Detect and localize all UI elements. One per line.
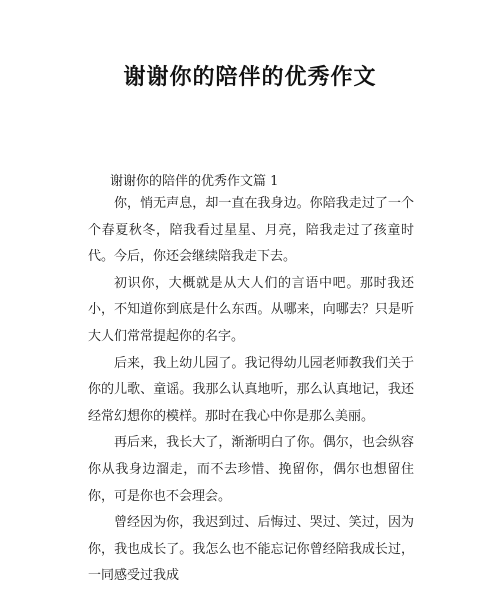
paragraph-3: 后来，我上幼儿园了。我记得幼儿园老师教我们关于你的儿歌、童谣。我那么认真地听，那么认真地记，我还经常幻想你的模样。那时在我心中你是那么美丽。	[88, 355, 414, 424]
document-title: 谢谢你的陪伴的优秀作文	[123, 65, 377, 90]
section-heading: 谢谢你的陪伴的优秀作文篇 1	[110, 174, 279, 189]
paragraph-1: 你，悄无声息，却一直在我身边。你陪我走过了一个个春夏秋冬，陪我看过星星、月亮，陪我走过了孩童时代。今后，你还会继续陪我走下去。	[88, 196, 414, 265]
paragraph-4: 再后来，我长大了，渐渐明白了你。偶尔，也会纵容你从我身边溜走，而不去珍惜、挽留你，偶尔也想留住你，可是你也不会理会。	[88, 435, 414, 504]
paragraph-2: 初识你，大概就是从大人们的言语中吧。那时我还小，不知道你到底是什么东西。从哪来，向哪去？只是听大人们常常提起你的名字。	[88, 275, 414, 344]
paragraph-5: 曾经因为你，我迟到过、后悔过、哭过、笑过，因为你，我也成长了。我怎么也不能忘记你曾经陪我成长过，一同感受过我成	[88, 515, 414, 584]
document-body	[88, 191, 414, 590]
